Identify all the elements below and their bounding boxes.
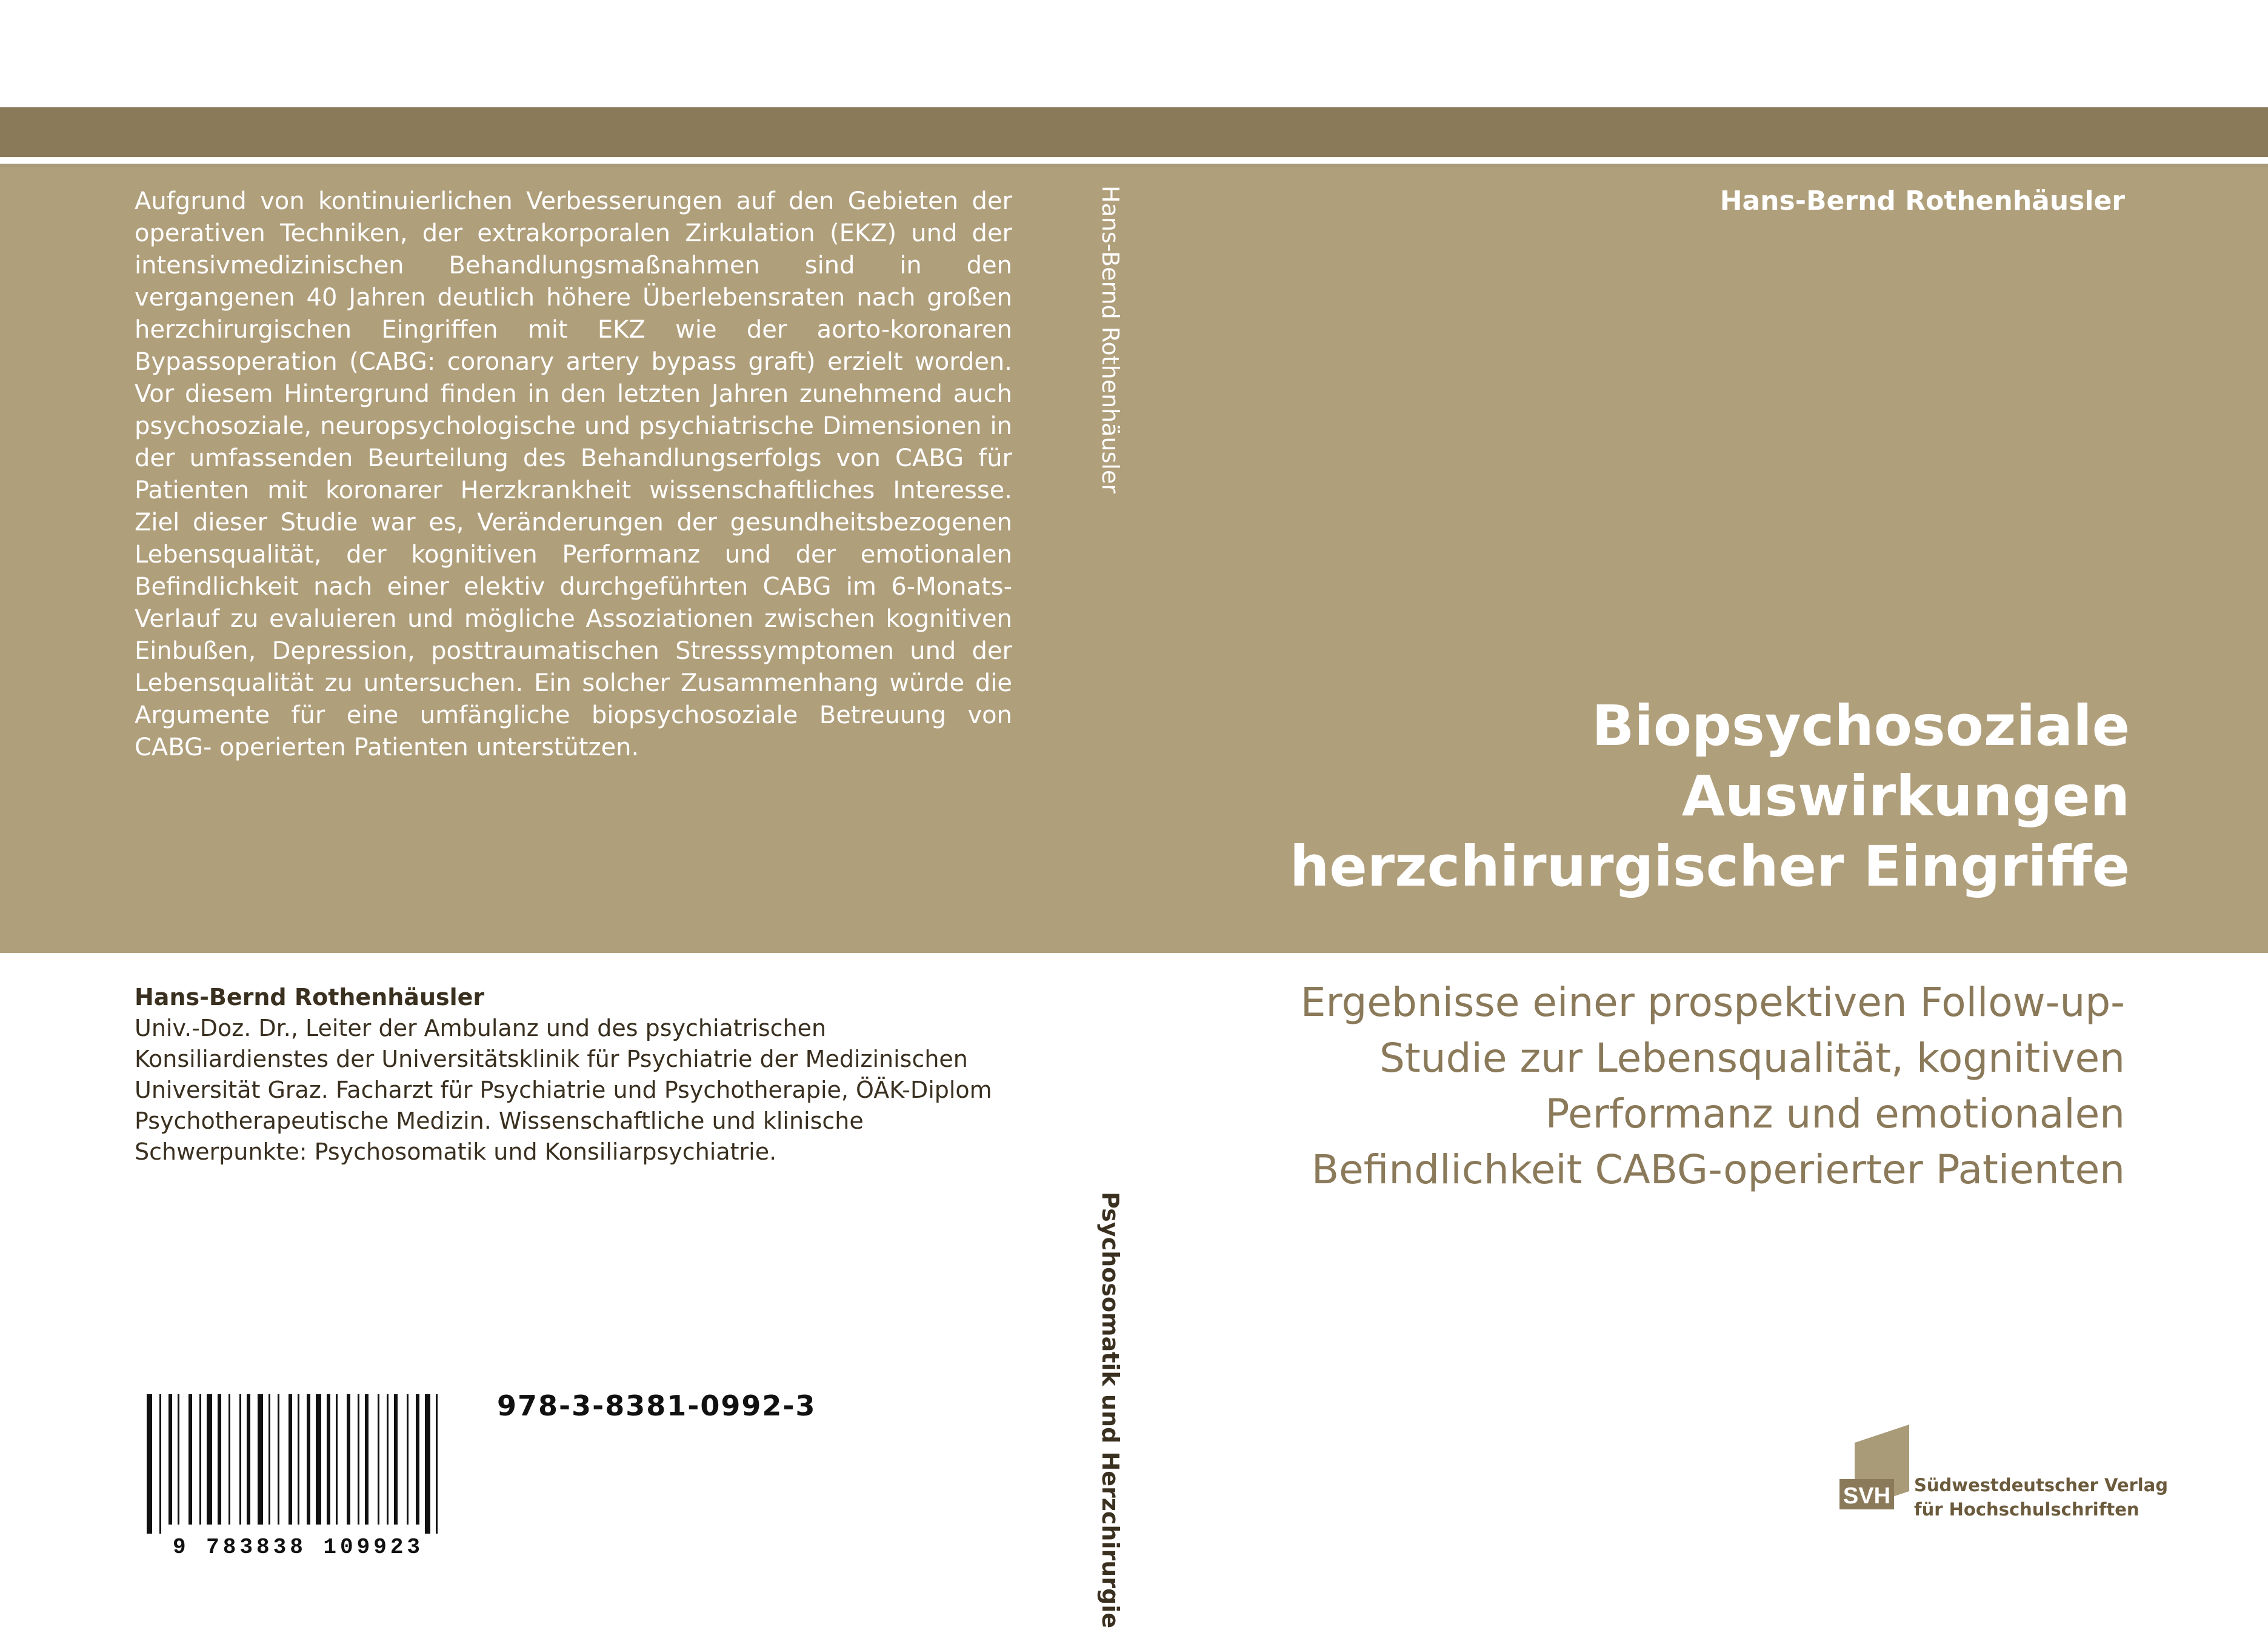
isbn-number: 978-3-8381-0992-3 (497, 1389, 816, 1422)
barcode-bar (394, 1394, 398, 1525)
barcode-bar (436, 1394, 438, 1534)
title-line: Biopsychosoziale (1592, 693, 2130, 758)
barcode-bar (336, 1394, 338, 1525)
front-author: Hans-Bernd Rothenhäusler (1719, 185, 2125, 216)
subtitle-line: Performanz und emotionalen (1545, 1091, 2125, 1137)
barcode-digits: 9 783838 109923 (172, 1535, 424, 1558)
barcode-bar (207, 1394, 212, 1525)
title-line: herzchirurgischer Eingriffe (1289, 834, 2130, 899)
barcode-bar (218, 1394, 221, 1525)
barcode-bar (247, 1394, 250, 1525)
logo-text: SVH (1843, 1483, 1891, 1509)
barcode-bar (378, 1394, 379, 1525)
barcode-icon (135, 1394, 462, 1558)
back-cover-blurb: Aufgrund von kontinuierlichen Verbesserungen auf den Gebieten der operativen Techniken, der extrakorporalen Zirkulation (EKZ) und der intensivmedizinischen Behandlungsmaßnahmen sind in den vergangenen 40 Jahren deutlich höhere Überlebensraten nach großen herzchirurgischen Eingriffen mit EKZ wie der aorto-koronaren Bypassoperation (CABG: coronary artery bypass graft) erzielt worden. Vor diesem Hintergrund finden in den letzten Jahren zunehmend auch psychosoziale, neuropsychologische und psychiatrische Dimensionen in der umfassenden Beurteilung des Behandlungserfolgs von CABG für Patienten mit koronarer Herzkrankheit wissenschaftliches Interesse. Ziel dieser Studie war es, Veränderungen der gesundheitsbezogenen Lebensqualität, der kognitiven Performanz und der emotionalen Befindlichkeit nach einer elektiv durchgeführten CABG im 6-Monats-Verlauf zu evaluieren und mögliche Assoziationen zwischen kognitiven Einbußen, Depression, posttraumatischen Stresssymptomen und der Lebensqualität zu untersuchen. Ein solcher Zusammenhang würde die Argumente für eine umfängliche biopsychosoziale Betreuung von CABG- operierten Patienten unterstützen. (135, 187, 1012, 761)
barcode-bar (278, 1394, 279, 1525)
barcode-bar (188, 1394, 192, 1525)
spine-series: Psychosomatik und Herzchirurgie (1097, 1192, 1124, 1629)
publisher-line: für Hochschulschriften (1914, 1499, 2140, 1520)
title-line: Auswirkungen (1681, 764, 2130, 829)
barcode-bar (289, 1394, 292, 1525)
barcode-bar (387, 1394, 389, 1525)
publisher-name (1914, 1473, 2168, 1522)
barcode-bar (178, 1394, 179, 1525)
barcode-bar (347, 1394, 350, 1525)
barcode-bar (228, 1394, 230, 1525)
barcode-bar (416, 1394, 419, 1525)
barcode-bar (239, 1394, 241, 1525)
bio-text: Univ.-Doz. Dr., Leiter der Ambulanz und des psychiatrischen Konsiliardienstes der Universitätsklinik für Psychiatrie der Medizinischen Universität Graz. Facharzt für Psychiatrie und Psychotherapie, ÖÄK-Diplom Psychotherapeutische Medizin. Wissenschaftliche und klinische Schwerpunkte: Psychosomatik und Konsiliarpsychiatrie. (135, 1015, 992, 1165)
book-subtitle (1034, 975, 2125, 1198)
top-band (0, 107, 2268, 157)
barcode-bar (268, 1394, 270, 1525)
author-bio (135, 982, 1019, 1168)
subtitle-line: Ergebnisse einer prospektiven Follow-up- (1300, 979, 2125, 1026)
barcode-bar (147, 1394, 152, 1534)
book-title (1099, 691, 2130, 902)
subtitle-line: Studie zur Lebensqualität, kognitiven (1379, 1035, 2125, 1081)
barcode-bar (307, 1394, 310, 1525)
spine-author: Hans-Bernd Rothenhäusler (1097, 185, 1124, 493)
barcode-bar (316, 1394, 321, 1525)
barcode-bar (298, 1394, 299, 1525)
barcode-bar (258, 1394, 263, 1525)
barcode-bar (168, 1394, 172, 1525)
barcode-bar (407, 1394, 409, 1525)
publisher-line: Südwestdeutscher Verlag (1914, 1475, 2169, 1495)
barcode-bar (425, 1394, 430, 1534)
barcode-bar (327, 1394, 330, 1525)
barcode-bar (199, 1394, 201, 1525)
bio-author-name: Hans-Bernd Rothenhäusler (135, 984, 485, 1011)
barcode-bar (365, 1394, 369, 1525)
barcode-bar (358, 1394, 359, 1525)
barcode-bar (159, 1394, 161, 1534)
subtitle-line: Befindlichkeit CABG-operierter Patienten (1311, 1146, 2125, 1193)
